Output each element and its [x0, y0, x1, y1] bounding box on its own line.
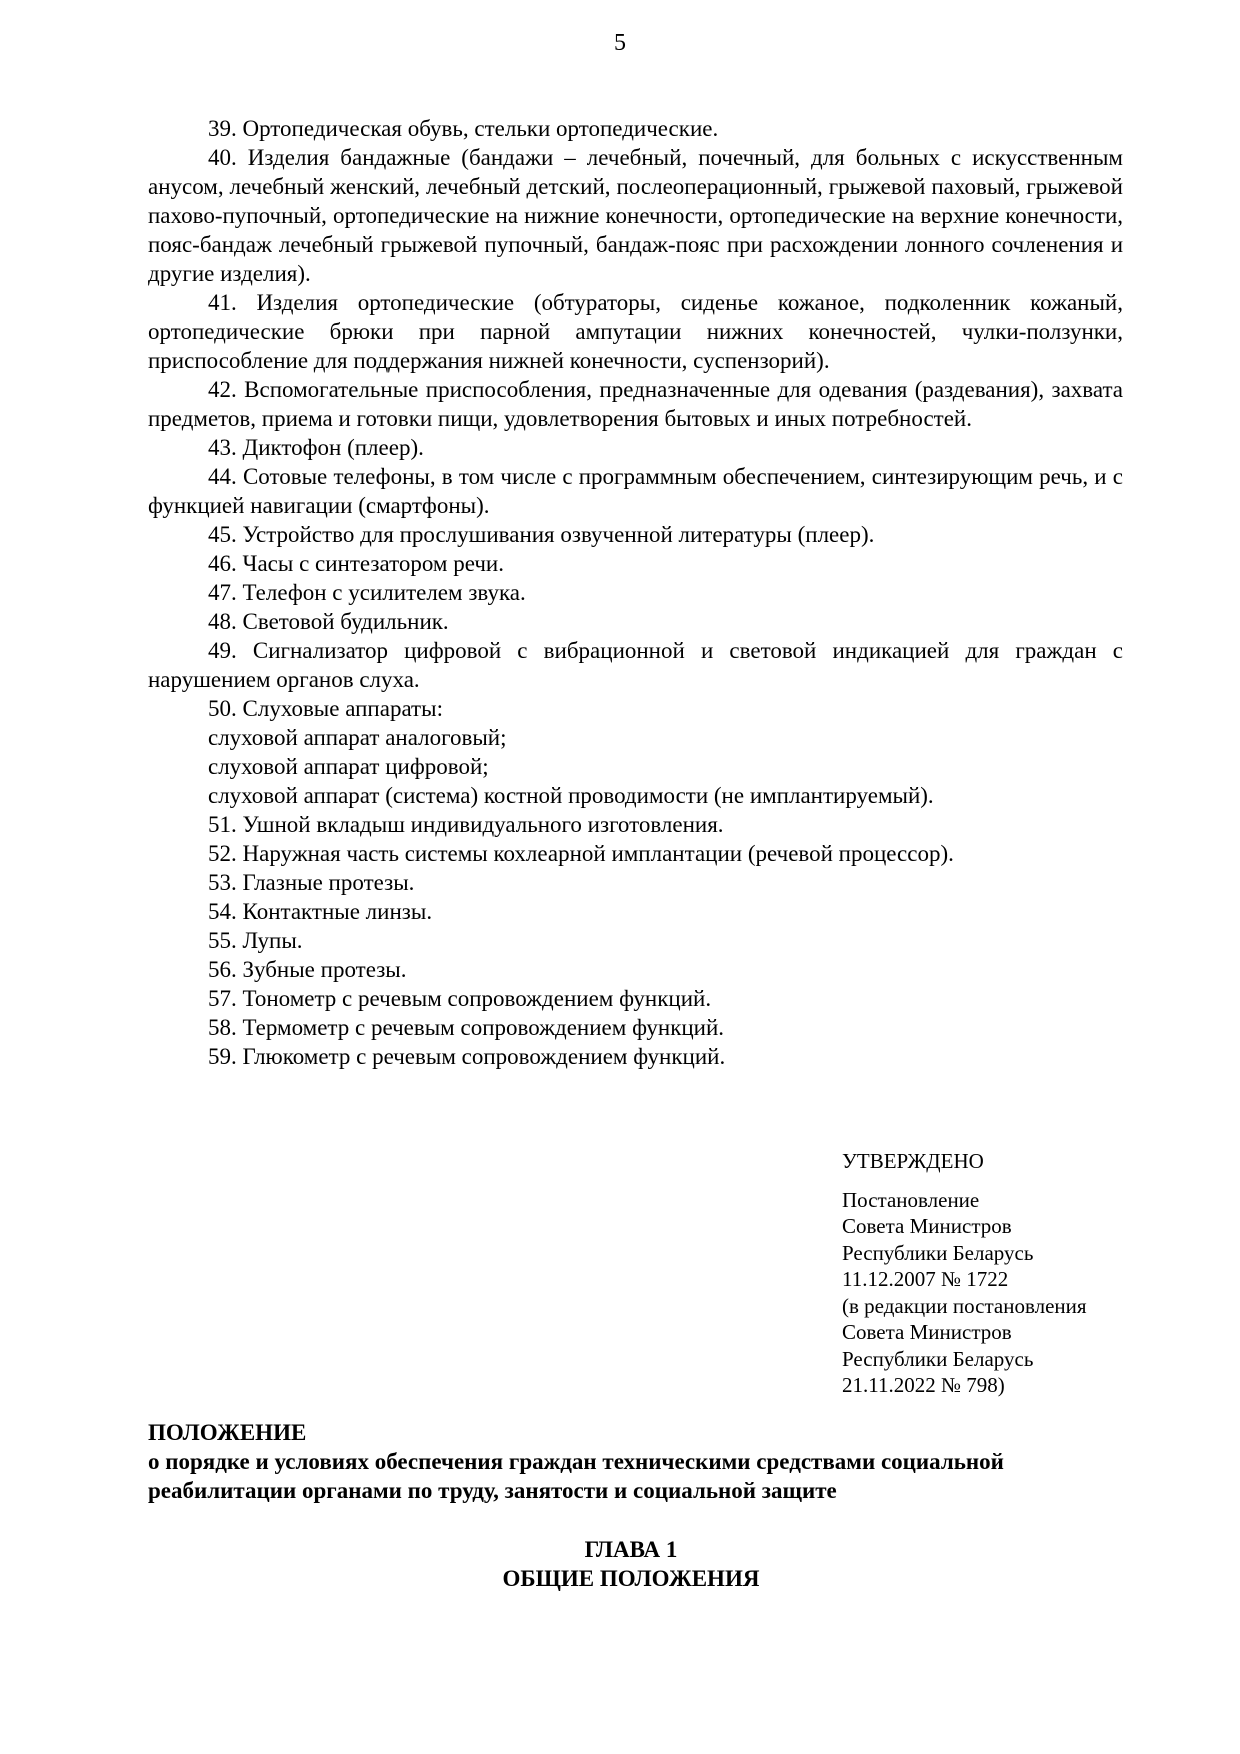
document-subtitle-line-2: реабилитации органами по труду, занятости и социальной защите: [148, 1478, 837, 1503]
approval-heading: УТВЕРЖДЕНО: [842, 1149, 984, 1173]
approval-line: Республики Беларусь: [842, 1240, 1034, 1265]
document-title: [148, 1418, 1123, 1505]
approval-line: Республики Беларусь: [842, 1346, 1034, 1371]
list-item-59: 59. Глюкометр с речевым сопровождением функций.: [208, 1044, 726, 1069]
list-item-41: 41. Изделия ортопедические (обтураторы, сиденье кожаное, подколенник кожаный, ортопедические брюки при парной ампутации нижних конечностей, чулки-ползунки, приспособление для поддержания нижней конечности, суспензорий).: [148, 290, 1123, 373]
list-item-54: 54. Контактные линзы.: [208, 899, 433, 924]
list-item-43: 43. Диктофон (плеер).: [208, 435, 424, 460]
list-item-53: 53. Глазные протезы.: [208, 870, 415, 895]
page-number: 5: [614, 30, 626, 56]
approval-line: Постановление: [842, 1187, 980, 1212]
approval-line: Совета Министров: [842, 1214, 1012, 1238]
approval-line: Совета Министров: [842, 1320, 1012, 1344]
list-item-57: 57. Тонометр с речевым сопровождением функций.: [208, 986, 712, 1011]
list-item-52: 52. Наружная часть системы кохлеарной имплантации (речевой процессор).: [208, 841, 954, 866]
list-item-50: 50. Слуховые аппараты:: [208, 696, 443, 721]
chapter-title: ОБЩИЕ ПОЛОЖЕНИЯ: [502, 1566, 760, 1591]
list-item-55: 55. Лупы.: [208, 928, 303, 953]
list-item-40: 40. Изделия бандажные (бандажи – лечебный, почечный, для больных с искусственным анусом, лечебный женский, лечебный детский, послеоперационный, грыжевой паховый, грыжевой пахово-пупочный, ортопедические на нижние конечности, ортопедические на верхние конечности, пояс-бандаж лечебный грыжевой пупочный, бандаж-пояс при расхождении лонного сочленения и другие изделия).: [148, 145, 1123, 286]
list-item-58: 58. Термометр с речевым сопровождением функций.: [208, 1015, 725, 1040]
approval-block: [842, 1148, 1142, 1399]
list-subitem-analog: слуховой аппарат аналоговый;: [208, 725, 507, 750]
approval-line: 21.11.2022 № 798): [842, 1373, 1005, 1397]
list-item-56: 56. Зубные протезы.: [208, 957, 407, 982]
list-item-47: 47. Телефон с усилителем звука.: [208, 580, 526, 605]
chapter-heading: [0, 1535, 1240, 1593]
list-item-48: 48. Световой будильник.: [208, 609, 449, 634]
list-item-39: 39. Ортопедическая обувь, стельки ортопедические.: [208, 116, 719, 141]
list-item-42: 42. Вспомогательные приспособления, предназначенные для одевания (раздевания), захвата предметов, приема и готовки пищи, удовлетворения бытовых и иных потребностей.: [148, 377, 1123, 431]
approval-line: 11.12.2007 № 1722: [842, 1267, 1009, 1291]
list-item-44: 44. Сотовые телефоны, в том числе с программным обеспечением, синтезирующим речь, и с функцией навигации (смартфоны).: [148, 464, 1123, 518]
list-item-51: 51. Ушной вкладыш индивидуального изготовления.: [208, 812, 724, 837]
document-heading: ПОЛОЖЕНИЕ: [148, 1420, 307, 1445]
approval-line: (в редакции постановления: [842, 1293, 1087, 1318]
document-subtitle-line-1: о порядке и условиях обеспечения граждан техническими средствами социальной: [148, 1449, 1004, 1474]
list-body: [148, 114, 1123, 1071]
list-subitem-digital: слуховой аппарат цифровой;: [208, 754, 489, 779]
list-item-49: 49. Сигнализатор цифровой с вибрационной и световой индикацией для граждан с нарушением органов слуха.: [148, 638, 1123, 692]
chapter-number: ГЛАВА 1: [584, 1537, 678, 1562]
list-subitem-bone: слуховой аппарат (система) костной проводимости (не имплантируемый).: [208, 783, 934, 808]
list-item-46: 46. Часы с синтезатором речи.: [208, 551, 504, 576]
list-item-45: 45. Устройство для прослушивания озвученной литературы (плеер).: [208, 522, 875, 547]
